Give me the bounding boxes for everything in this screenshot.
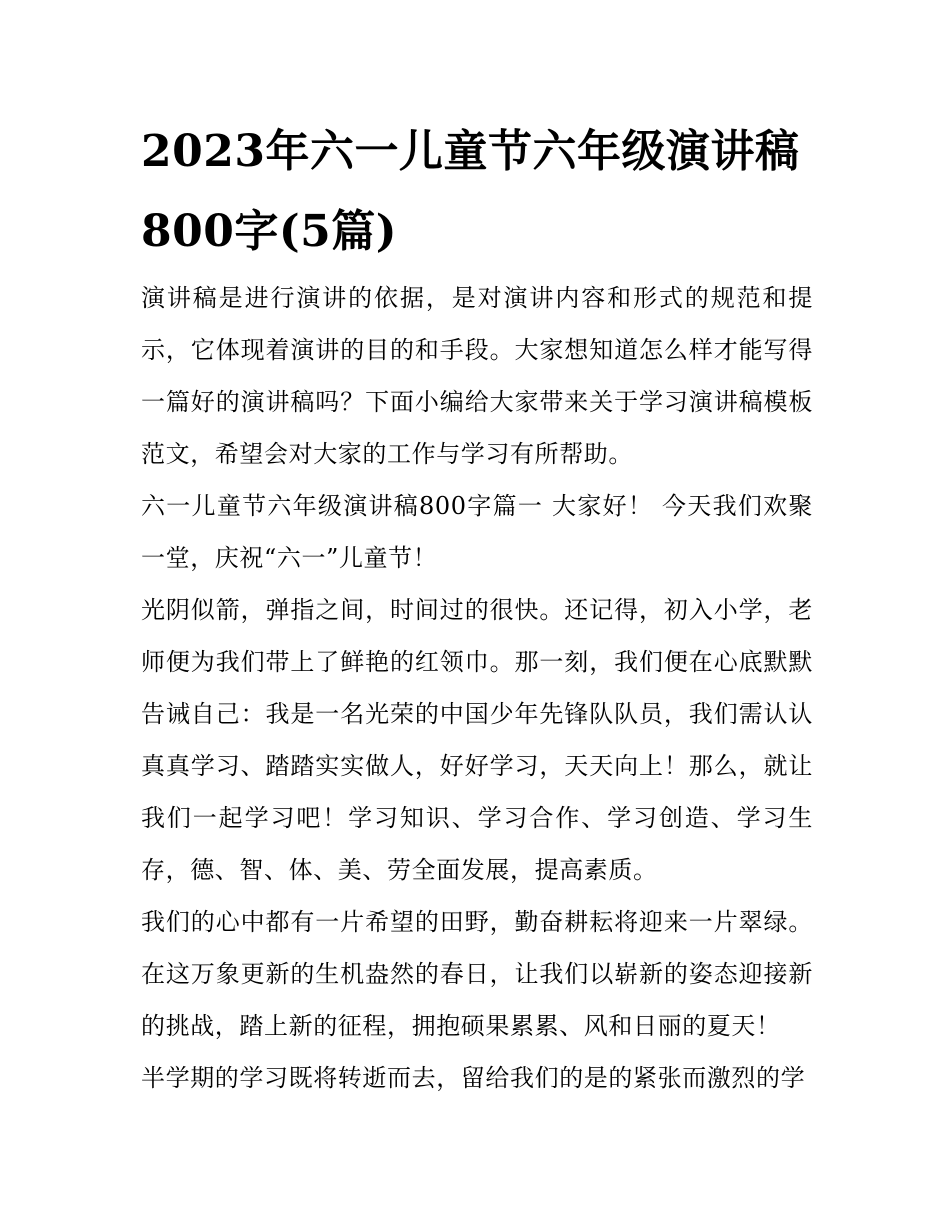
paragraph-intro: 演讲稿是进行演讲的依据，是对演讲内容和形式的规范和提示，它体现着演讲的目的和手段。大家想知道怎么样才能写得一篇好的演讲稿吗？下面小编给大家带来关于学习演讲稿模板范文，希望会对大家的工作与学习有所帮助。 — [141, 284, 813, 468]
paragraph-greeting: 六一儿童节六年级演讲稿800字篇一 大家好！ 今天我们欢聚一堂，庆祝“六一”儿童节！ — [141, 492, 813, 572]
title-block — [141, 112, 813, 272]
paragraph-hope: 我们的心中都有一片希望的田野，勤奋耕耘将迎来一片翠绿。在这万象更新的生机盎然的春日，让我们以崭新的姿态迎接新的挑战，踏上新的征程，拥抱硕果累累、风和日丽的夏天！ — [141, 908, 813, 1040]
paragraph-semester: 半学期的学习既将转逝而去，留给我们的是的紧张而激烈的学 — [141, 1064, 806, 1092]
document-title: 2023年六一儿童节六年级演讲稿800字(5篇) — [141, 126, 800, 257]
document-body — [141, 112, 813, 1104]
text-body — [141, 272, 813, 1104]
paragraph-time: 光阴似箭，弹指之间，时间过的很快。还记得，初入小学，老师便为我们带上了鲜艳的红领巾。那一刻，我们便在心底默默告诫自己：我是一名光荣的中国少年先锋队队员，我们需认认真真学习、踏踏实实做人，好好学习，天天向上！那么，就让我们一起学习吧！学习知识、学习合作、学习创造、学习生存，德、智、体、美、劳全面发展，提高素质。 — [141, 596, 813, 884]
